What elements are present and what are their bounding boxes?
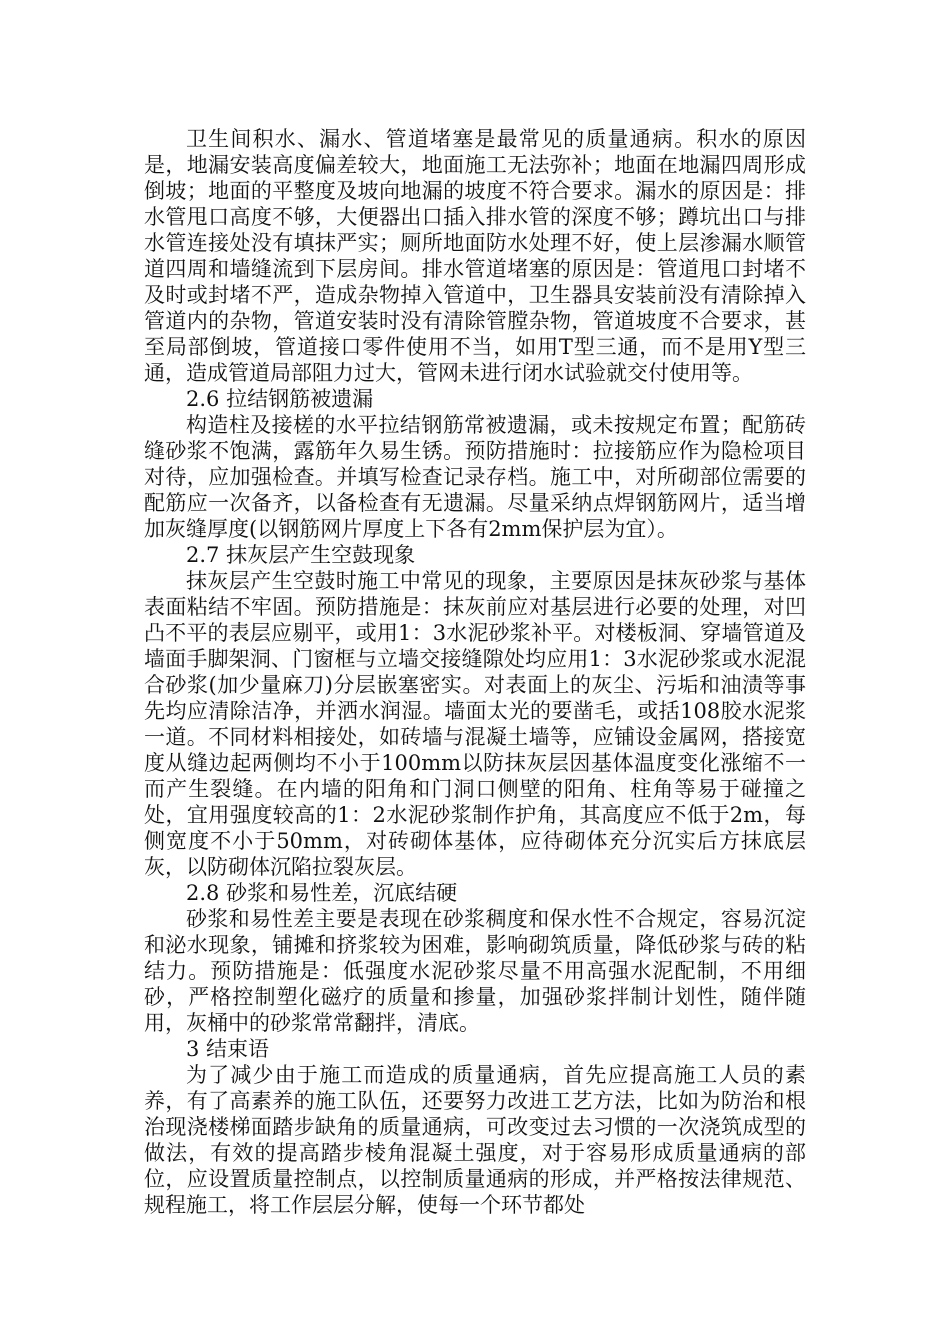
paragraph-tie-bars: 构造柱及接槎的水平拉结钢筋常被遗漏，或未按规定布置；配筋砖缝砂浆不饱满，露筋年久易生锈。预防措施时：拉接筋应作为隐检项目对待，应加强检查。并填写检查记录存档。施工中，对所砌部位需要的配筋应一次备齐，以备检查有无遗漏。尽量采纳点焊钢筋网片，适当增加灰缝厚度(以钢筋网片厚度上下各有2mm保护层为宜）。 [144, 413, 806, 541]
paragraph-mortar-workability: 砂浆和易性差主要是表现在砂浆稠度和保水性不合规定，容易沉淀和泌水现象，铺摊和挤浆较为困难，影响砌筑质量，降低砂浆与砖的粘结力。预防措施是：低强度水泥砂浆尽量不用高强水泥配制，不用细砂，严格控制塑化磁疗的质量和掺量，加强砂浆拌制计划性，随伴随用，灰桶中的砂浆常常翻拌，清底。 [144, 907, 806, 1035]
section-heading-3: 3 结束语 [186, 1037, 270, 1061]
document-body [144, 126, 806, 1218]
section-heading-2-7: 2.7 抹灰层产生空鼓现象 [186, 543, 416, 567]
section-heading-2-6: 2.6 拉结钢筋被遗漏 [186, 387, 374, 411]
paragraph-conclusion: 为了减少由于施工而造成的质量通病，首先应提高施工人员的素养，有了高素养的施工队伍，还要努力改进工艺方法，比如为防治和根治现浇楼梯面踏步缺角的质量通病，可改变过去习惯的一次浇筑成型的做法，有效的提高踏步棱角混凝土强度，对于容易形成质量通病的部位，应设置质量控制点，以控制质量通病的形成，并严格按法律规范、规程施工，将工作层层分解，使每一个环节都处 [144, 1063, 806, 1217]
section-heading-2-8: 2.8 砂浆和易性差，沉底结硬 [186, 881, 458, 905]
paragraph-plaster-hollowing: 抹灰层产生空鼓时施工中常见的现象，主要原因是抹灰砂浆与基体表面粘结不牢固。预防措施是：抹灰前应对基层进行必要的处理，对凹凸不平的表层应剔平，或用1：3水泥砂浆补平。对楼板洞、穿墙管道及墙面手脚架洞、门窗框与立墙交接缝隙处均应用1：3水泥砂浆或水泥混合砂浆(加少量麻刀)分层嵌塞密实。对表面上的灰尘、污垢和油渍等事先均应清除洁净，并洒水润湿。墙面太光的要凿毛，或括108胶水泥浆一道。不同材料相接处，如砖墙与混凝土墙等，应铺设金属网，搭接宽度从缝边起两侧均不小于100mm以防抹灰层因基体温度变化涨缩不一而产生裂缝。在内墙的阳角和门洞口侧壁的阳角、柱角等易于碰撞之处，宜用强度较高的1：2水泥砂浆制作护角，其高度应不低于2m，每侧宽度不小于50mm，对砖砌体基体，应待砌体充分沉实后方抹底层灰，以防砌体沉陷拉裂灰层。 [144, 569, 806, 879]
paragraph-bathroom-water-issues: 卫生间积水、漏水、管道堵塞是最常见的质量通病。积水的原因是，地漏安装高度偏差较大，地面施工无法弥补；地面在地漏四周形成倒坡；地面的平整度及坡向地漏的坡度不符合要求。漏水的原因是：排水管甩口高度不够，大便器出口插入排水管的深度不够；蹲坑出口与排水管连接处没有填抹严实；厕所地面防水处理不好，使上层渗漏水顺管道四周和墙缝流到下层房间。排水管道堵塞的原因是：管道甩口封堵不及时或封堵不严，造成杂物掉入管道中，卫生器具安装前没有清除掉入管道内的杂物，管道安装时没有清除管膛杂物，管道坡度不合要求，甚至局部倒坡，管道接口零件使用不当，如用T型三通，而不是用Y型三通，造成管道局部阻力过大，管网未进行闭水试验就交付使用等。 [144, 127, 806, 385]
